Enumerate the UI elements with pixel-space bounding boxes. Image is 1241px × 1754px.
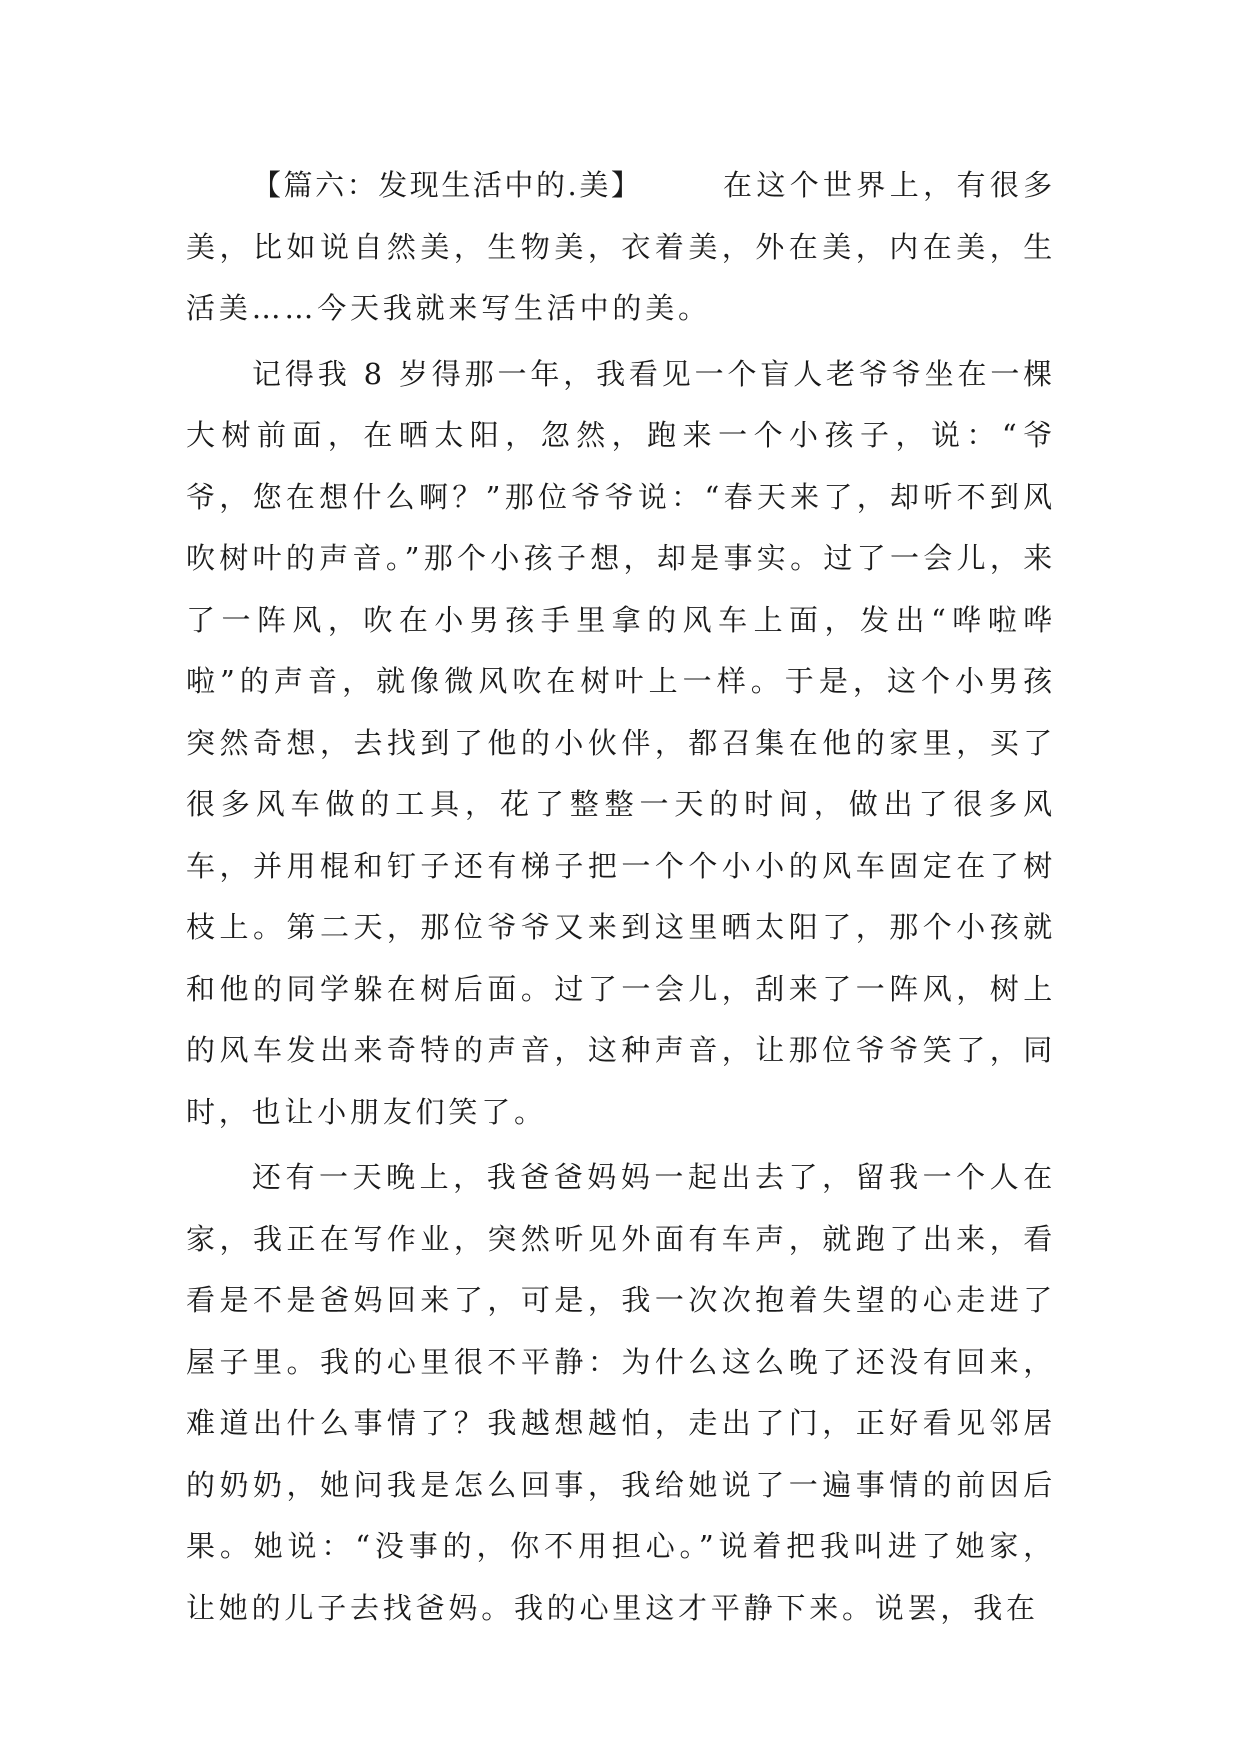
paragraph-1-text: 在这个世界上，有很多美，比如说自然美，生物美，衣着美，外在美，内在美，生活美……今天我就来写生活中的美。 — [186, 168, 1056, 325]
document-body — [186, 155, 1056, 1643]
section-heading: 【篇六：发现生活中的.美】 — [252, 168, 643, 202]
paragraph-intro — [186, 155, 1056, 340]
paragraph-3: 还有一天晚上，我爸爸妈妈一起出去了，留我一个人在家，我正在写作业，突然听见外面有车声，就跑了出来，看看是不是爸妈回来了，可是，我一次次抱着失望的心走进了屋子里。我的心里很不平静：为什么这么晚了还没有回来，难道出什么事情了？我越想越怕，走出了门，正好看见邻居的奶奶，她问我是怎么回事，我给她说了一遍事情的前因后果。她说：“没事的，你不用担心。”说着把我叫进了她家，让她的儿子去找爸妈。我的心里这才平静下来。说罢，我在 — [186, 1160, 1056, 1625]
paragraph-2: 记得我 8 岁得那一年，我看见一个盲人老爷爷坐在一棵大树前面，在晒太阳，忽然，跑来一个小孩子，说：“爷爷，您在想什么啊？”那位爷爷说：“春天来了，却听不到风吹树叶的声音。”那个小孩子想，却是事实。过了一会儿，来了一阵风，吹在小男孩手里拿的风车上面，发出“哗啦哗啦”的声音，就像微风吹在树叶上一样。于是，这个小男孩突然奇想，去找到了他的小伙伴，都召集在他的家里，买了很多风车做的工具，花了整整一天的时间，做出了很多风车，并用棍和钉子还有梯子把一个个小小的风车固定在了树枝上。第二天，那位爷爷又来到这里晒太阳了，那个小孩就和他的同学躲在树后面。过了一会儿，刮来了一阵风，树上的风车发出来奇特的声音，这种声音，让那位爷爷笑了，同时，也让小朋友们笑了。 — [186, 356, 1056, 1129]
